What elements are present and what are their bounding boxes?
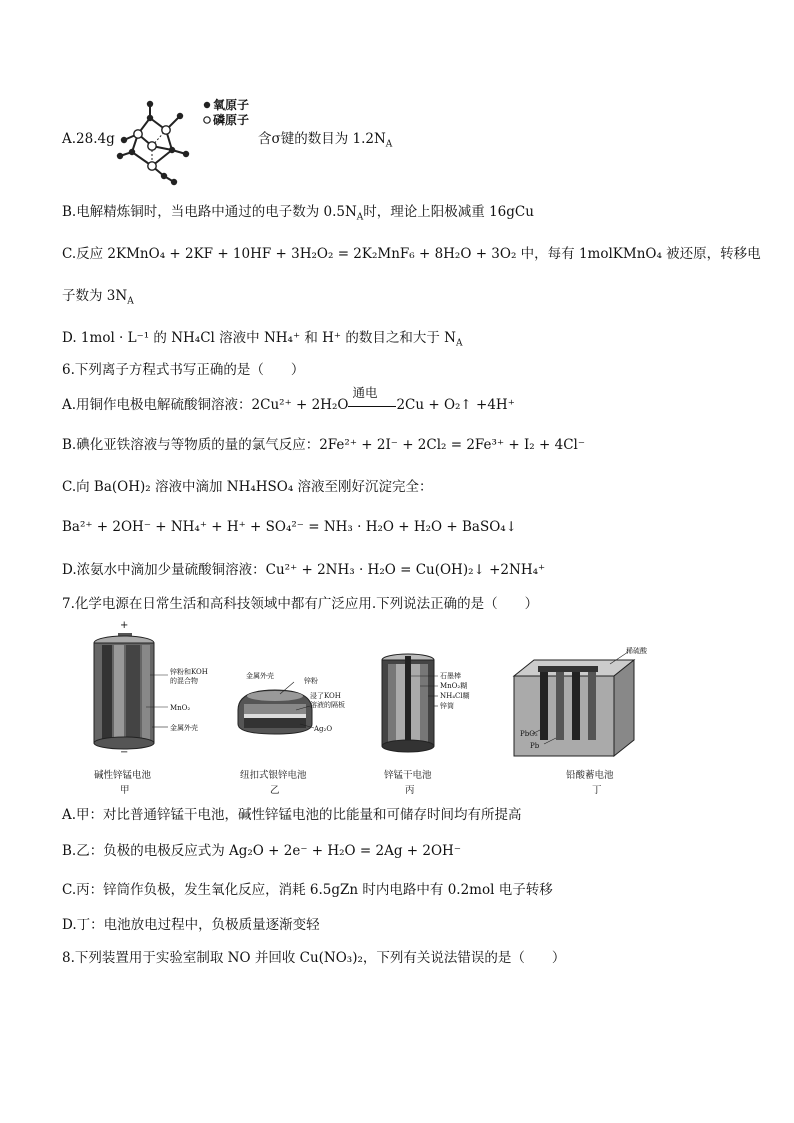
electrolysis-arrow-label: 通电	[352, 385, 378, 400]
p4o10-structure-figure	[108, 96, 204, 188]
jia-minus-terminal: −	[120, 747, 129, 758]
q7-option-b: B.乙：负极的电极反应式为 Ag₂O + 2e⁻ + H₂O = 2Ag + 2OH⁻	[62, 843, 461, 859]
jia-tag: 甲	[120, 785, 130, 796]
q6-option-b: B.碘化亚铁溶液与等物质的量的氯气反应：2Fe²⁺ + 2I⁻ + 2Cl₂ = 2Fe³⁺ + I₂ + 4Cl⁻	[62, 437, 585, 453]
q5-option-c-line2: 子数为 $3N_A$	[62, 288, 134, 307]
legend-oxygen-label: 氧原子	[213, 98, 250, 112]
yi-label-separator: 溶液的隔板	[310, 701, 345, 709]
bing-label-zinc-can: 锌筒	[440, 702, 454, 710]
q6-option-a: A.用铜作电极电解硫酸铜溶液：2Cu²⁺ + 2H₂O 通电 2Cu + O₂↑ +4H⁺	[62, 385, 515, 413]
q6-stem: 6.下列离子方程式书写正确的是（ ）	[62, 362, 305, 378]
yi-label-shell: 金属外壳	[246, 672, 274, 680]
ding-label-pb: Pb	[530, 742, 540, 750]
q5-option-a-suffix: 含σ键的数目为 $1.2N_A$	[258, 131, 393, 150]
q6-option-d: D.浓氨水中滴加少量硫酸铜溶液：Cu²⁺ + 2NH₃ · H₂O = Cu(OH)₂↓ +2NH₄⁺	[62, 562, 546, 578]
bing-label-nh4cl: NH₄Cl糊	[440, 692, 470, 700]
yi-label-zinc: 锌粉	[304, 677, 318, 685]
bing-caption: 锌锰干电池	[384, 770, 432, 781]
button-battery-figure	[230, 680, 320, 740]
ding-label-acid: 稀硫酸	[626, 647, 647, 655]
legend-phosphorus-label: 磷原子	[213, 113, 250, 127]
alkaline-battery-figure	[86, 627, 176, 753]
bing-label-mno2: MnO₂糊	[440, 682, 468, 690]
dry-cell-figure	[378, 652, 448, 754]
jia-label-mno2: MnO₂	[170, 704, 191, 712]
legend-phosphorus-dot	[203, 116, 211, 124]
q7-option-a: A.甲：对比普通锌锰干电池，碱性锌锰电池的比能量和可储存时间均有所提高	[62, 807, 522, 823]
q7-option-c: C.丙：锌筒作负极，发生氧化反应，消耗 6.5gZn 时内电路中有 0.2mol 电子转移	[62, 882, 553, 898]
bing-tag: 丙	[405, 785, 415, 796]
q6-option-c-line1: C.向 Ba(OH)₂ 溶液中滴加 NH₄HSO₄ 溶液至刚好沉淀完全：	[62, 479, 433, 495]
yi-label-koh: 浸了KOH	[310, 692, 341, 700]
jia-label-shell: 金属外壳	[170, 724, 198, 732]
q5-option-a-prefix: A.28.4g	[62, 131, 115, 147]
q7-stem: 7.化学电源在日常生活和高科技领域中都有广泛应用.下列说法正确的是（ ）	[62, 596, 539, 612]
bing-label-graphite: 石墨棒	[440, 672, 461, 680]
q7-option-d: D.丁：电池放电过程中，负极质量逐渐变轻	[62, 917, 320, 933]
jia-label-zinc-koh: 锌粉和KOH	[170, 668, 208, 676]
legend-oxygen-dot	[203, 101, 211, 109]
yi-tag: 乙	[270, 785, 280, 796]
yi-caption: 纽扣式银锌电池	[240, 770, 307, 781]
q8-stem: 8.下列装置用于实验室制取 NO 并回收 Cu(NO₃)₂，下列有关说法错误的是（ ）	[62, 950, 566, 966]
electrolysis-arrow	[348, 385, 396, 414]
jia-caption: 碱性锌锰电池	[94, 770, 152, 781]
yi-label-ag2o: Ag₂O	[314, 725, 333, 733]
ding-label-pbo2: PbO₂	[520, 730, 538, 738]
q5-option-c-line1: C.反应 2KMnO₄ + 2KF + 10HF + 3H₂O₂ = 2K₂MnF₆ + 8H₂O + 3O₂ 中，每有 1molKMnO₄ 被还原，转移电	[62, 246, 761, 262]
q5-option-b: B.电解精炼铜时，当电路中通过的电子数为 $0.5N_A$时，理论上阳极减重 16gCu	[62, 204, 534, 223]
q6-option-c-line2: Ba²⁺ + 2OH⁻ + NH₄⁺ + H⁺ + SO₄²⁻ = NH₃ · H₂O + H₂O + BaSO₄↓	[62, 519, 517, 535]
jia-label-mixture: 的混合物	[170, 677, 198, 685]
jia-plus-terminal: +	[120, 620, 129, 631]
ding-caption: 铅酸蓄电池	[566, 770, 614, 781]
q5-option-d: D. 1mol · L⁻¹ 的 NH₄Cl 溶液中 NH₄⁺ 和 H⁺ 的数目之和大于 $N_A$	[62, 330, 463, 349]
ding-tag: 丁	[592, 785, 602, 796]
